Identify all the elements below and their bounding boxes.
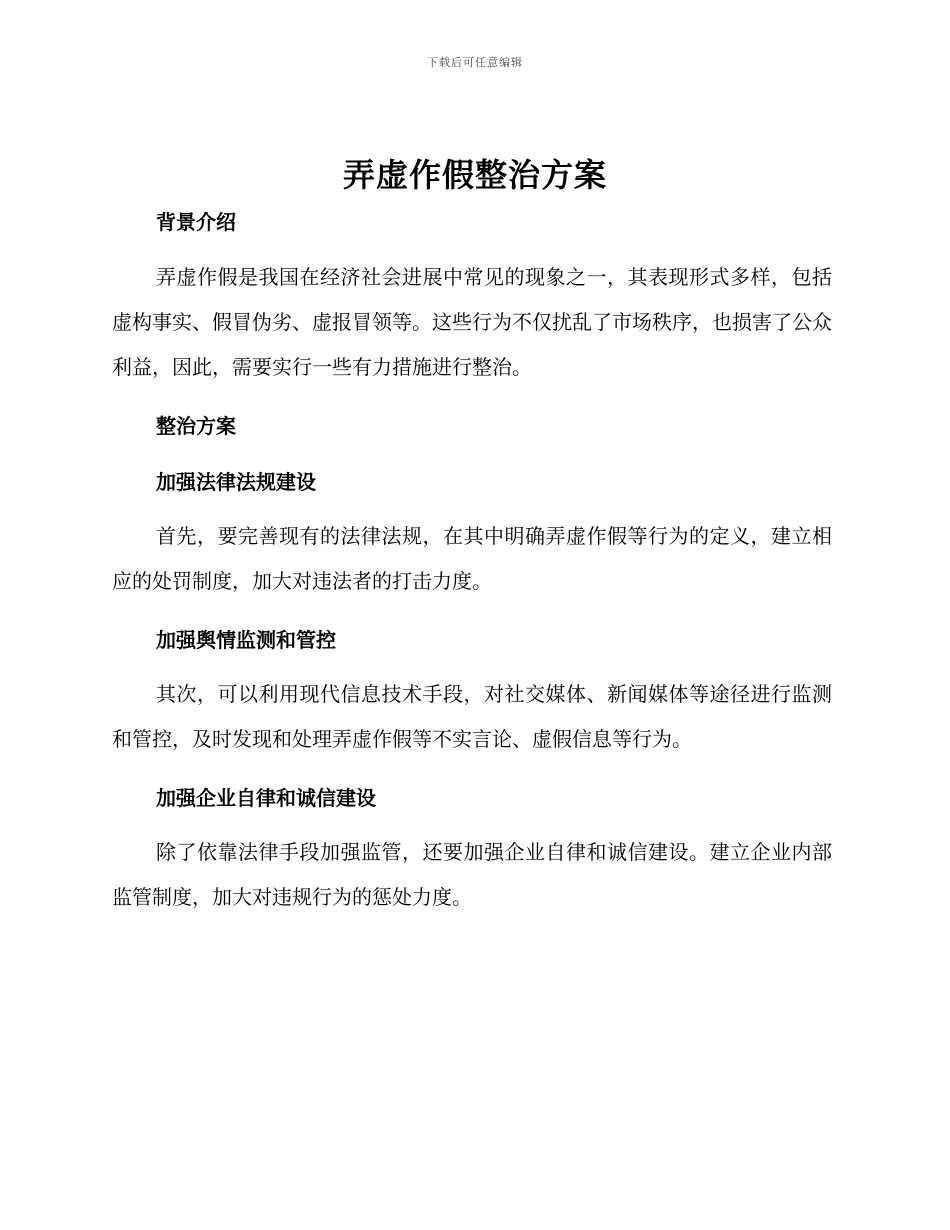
document-title: 弄虚作假整治方案 bbox=[342, 156, 607, 194]
section-paragraph-legal: 首先，要完善现有的法律法规，在其中明确弄虚作假等行为的定义，建立相应的处罚制度，加大对违法者的打击力度。 bbox=[112, 524, 832, 593]
section-paragraph-background: 弄虚作假是我国在经济社会进展中常见的现象之一，其表现形式多样，包括虚构事实、假冒伪劣、虚报冒领等。这些行为不仅扰乱了市场秩序，也损害了公众利益，因此，需要实行一些有力措施进行整治。 bbox=[112, 265, 832, 379]
section-heading-background: 背景介绍 bbox=[156, 210, 236, 234]
section-heading-integrity: 加强企业自律和诚信建设 bbox=[156, 786, 376, 810]
page-header-note: 下载后可任意编辑 bbox=[427, 56, 523, 69]
section-heading-monitoring: 加强舆情监测和管控 bbox=[156, 628, 336, 652]
document-body bbox=[112, 204, 832, 934]
section-heading-plan: 整治方案 bbox=[156, 414, 236, 438]
section-paragraph-monitoring: 其次，可以利用现代信息技术手段，对社交媒体、新闻媒体等途径进行监测和管控，及时发现和处理弄虚作假等不实言论、虚假信息等行为。 bbox=[112, 682, 832, 751]
section-paragraph-integrity: 除了依靠法律手段加强监管，还要加强企业自律和诚信建设。建立企业内部监管制度，加大对违规行为的惩处力度。 bbox=[112, 840, 832, 909]
section-heading-legal: 加强法律法规建设 bbox=[156, 470, 316, 494]
